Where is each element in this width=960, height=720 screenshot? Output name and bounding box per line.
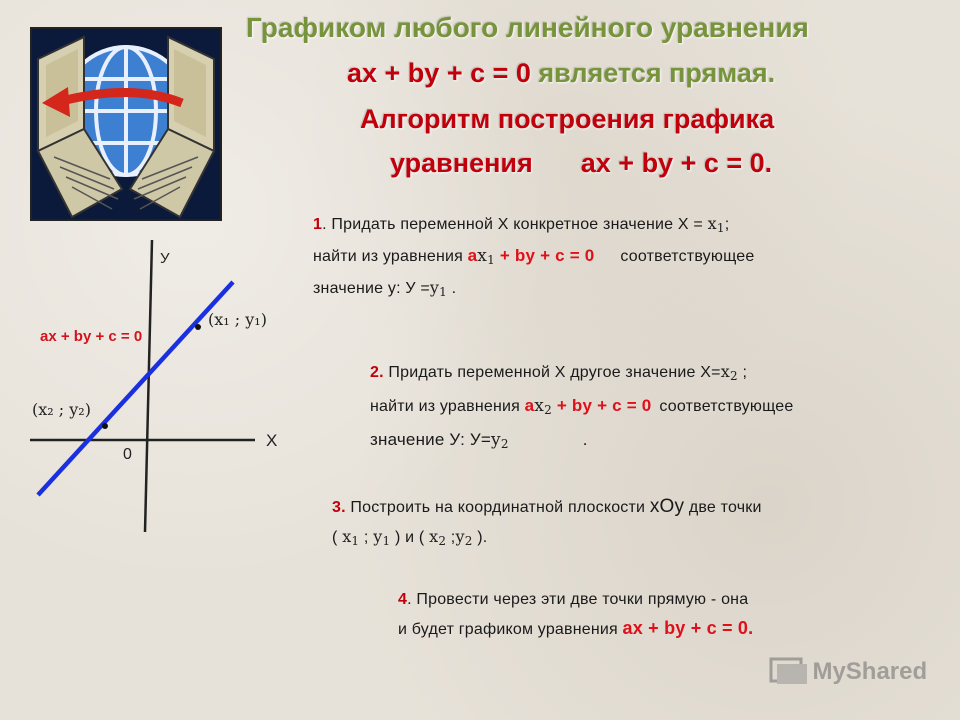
step2-eq-rest: + by + c = 0 — [551, 396, 652, 415]
line-label: ax + by + c = 0 — [40, 328, 143, 345]
step1-number: 1 — [313, 216, 323, 233]
step4 — [398, 586, 753, 644]
step2-text-b-end: соответствующее — [659, 398, 794, 415]
coordinate-graph — [0, 240, 300, 540]
step4-equation: ax + by + c = 0. — [622, 618, 754, 638]
step1-text-b-end: соответствующее — [620, 248, 755, 265]
title-line4 — [390, 148, 772, 179]
step1-x-sub: 1 — [716, 221, 725, 235]
step2-x-symbol: x — [720, 362, 730, 381]
watermark — [768, 656, 927, 688]
step2-text-a: Придать переменной Х другое значение Х= — [383, 364, 721, 381]
graph-line — [38, 282, 233, 495]
step2-y-sub: 2 — [500, 437, 509, 451]
step1-line1 — [313, 210, 754, 242]
step2-eq-x: x — [534, 396, 545, 416]
step3-y1-sub: 1 — [382, 534, 391, 548]
globe-computers-icon — [30, 27, 222, 221]
step2-equation — [525, 396, 652, 415]
watermark-text: MyShared — [812, 658, 928, 685]
step4-line1 — [398, 586, 753, 614]
step1-x-symbol: x — [707, 214, 717, 233]
step2-eq-sub: 2 — [544, 403, 552, 417]
step1-line3 — [313, 274, 754, 306]
step2-line1 — [370, 357, 793, 391]
step3-b5: ). — [472, 529, 488, 546]
step4-number: 4 — [398, 591, 408, 608]
step3-xoy: xOy — [649, 496, 685, 517]
point2-dot — [102, 423, 108, 429]
step1-eq-sub: 1 — [487, 253, 495, 267]
step2-x-sub: 2 — [729, 369, 738, 383]
step3-line2 — [332, 522, 762, 556]
step1-y-symbol: y — [429, 278, 440, 297]
title-line1: Графиком любого линейного уравнения — [246, 12, 809, 43]
step1-text-b: найти из уравнения — [313, 248, 468, 265]
step1-eq-rest: + by + c = 0 — [494, 246, 595, 265]
step1-text-a: . Придать переменной Х конкретное значение Х = — [322, 216, 708, 233]
step2-line3 — [370, 425, 793, 459]
title-line4-equation: ax + by + c = 0. — [580, 148, 773, 178]
step2-text-c-end: . — [582, 430, 588, 449]
step3-x2-sub: 2 — [438, 534, 447, 548]
step3-y2: y — [455, 527, 465, 546]
step1-eq-a: a — [467, 246, 478, 265]
step4-text-b: и будет графиком уравнения — [398, 621, 623, 638]
point2-label: (x₂ ; y₂) — [32, 400, 91, 419]
step2-text-a-end: ; — [737, 364, 748, 381]
title-line2 — [347, 58, 775, 89]
origin-label: 0 — [123, 446, 132, 463]
step2 — [370, 357, 793, 459]
point1-label: (x₁ ; y₁) — [208, 310, 267, 329]
step2-text-b: найти из уравнения — [370, 398, 525, 415]
y-axis — [145, 240, 152, 532]
step2-number: 2. — [370, 364, 384, 381]
step1 — [313, 210, 754, 306]
step3-text-a-end: две точки — [684, 499, 762, 516]
step3 — [332, 492, 762, 556]
step1-y-sub: 1 — [439, 285, 448, 299]
y-axis-label: У — [160, 250, 170, 267]
step3-y2-sub: 2 — [464, 534, 473, 548]
step2-text-c: значение У: У= — [370, 430, 492, 449]
step3-number: 3. — [332, 499, 346, 516]
step4-text-a: . Провести через эти две точки прямую - она — [407, 591, 749, 608]
step2-y-symbol: y — [491, 430, 501, 450]
step3-b3: ) и ( — [390, 529, 430, 546]
step3-line1 — [332, 492, 762, 522]
step1-text-c: значение у: У = — [313, 280, 430, 297]
title-line3: Алгоритм построения графика — [360, 104, 775, 134]
step3-x1: x — [342, 527, 352, 546]
step3-text-a: Построить на координатной плоскости — [345, 499, 650, 516]
title-line2-rest: является прямая. — [530, 58, 776, 88]
step3-x1-sub: 1 — [351, 534, 360, 548]
step2-line2 — [370, 391, 793, 425]
step3-x2: x — [429, 527, 439, 546]
title-equation: ax + by + c = 0 — [347, 58, 531, 88]
step1-equation — [468, 246, 595, 265]
step3-b1: ( — [332, 529, 343, 546]
step1-eq-x: x — [477, 246, 488, 266]
step1-text-a-end: ; — [724, 216, 730, 233]
point1-dot — [195, 324, 201, 330]
step4-line2 — [398, 614, 753, 644]
title-line4-word: уравнения — [390, 148, 533, 178]
x-axis-label: Х — [266, 431, 278, 450]
step3-y1: y — [373, 527, 383, 546]
presentation-icon — [768, 656, 808, 688]
step2-eq-a: a — [524, 396, 535, 415]
step1-line2 — [313, 242, 754, 274]
step3-b2: ; — [359, 529, 374, 546]
step1-text-c-end: . — [447, 280, 457, 297]
step3-b4: ; — [446, 529, 456, 546]
